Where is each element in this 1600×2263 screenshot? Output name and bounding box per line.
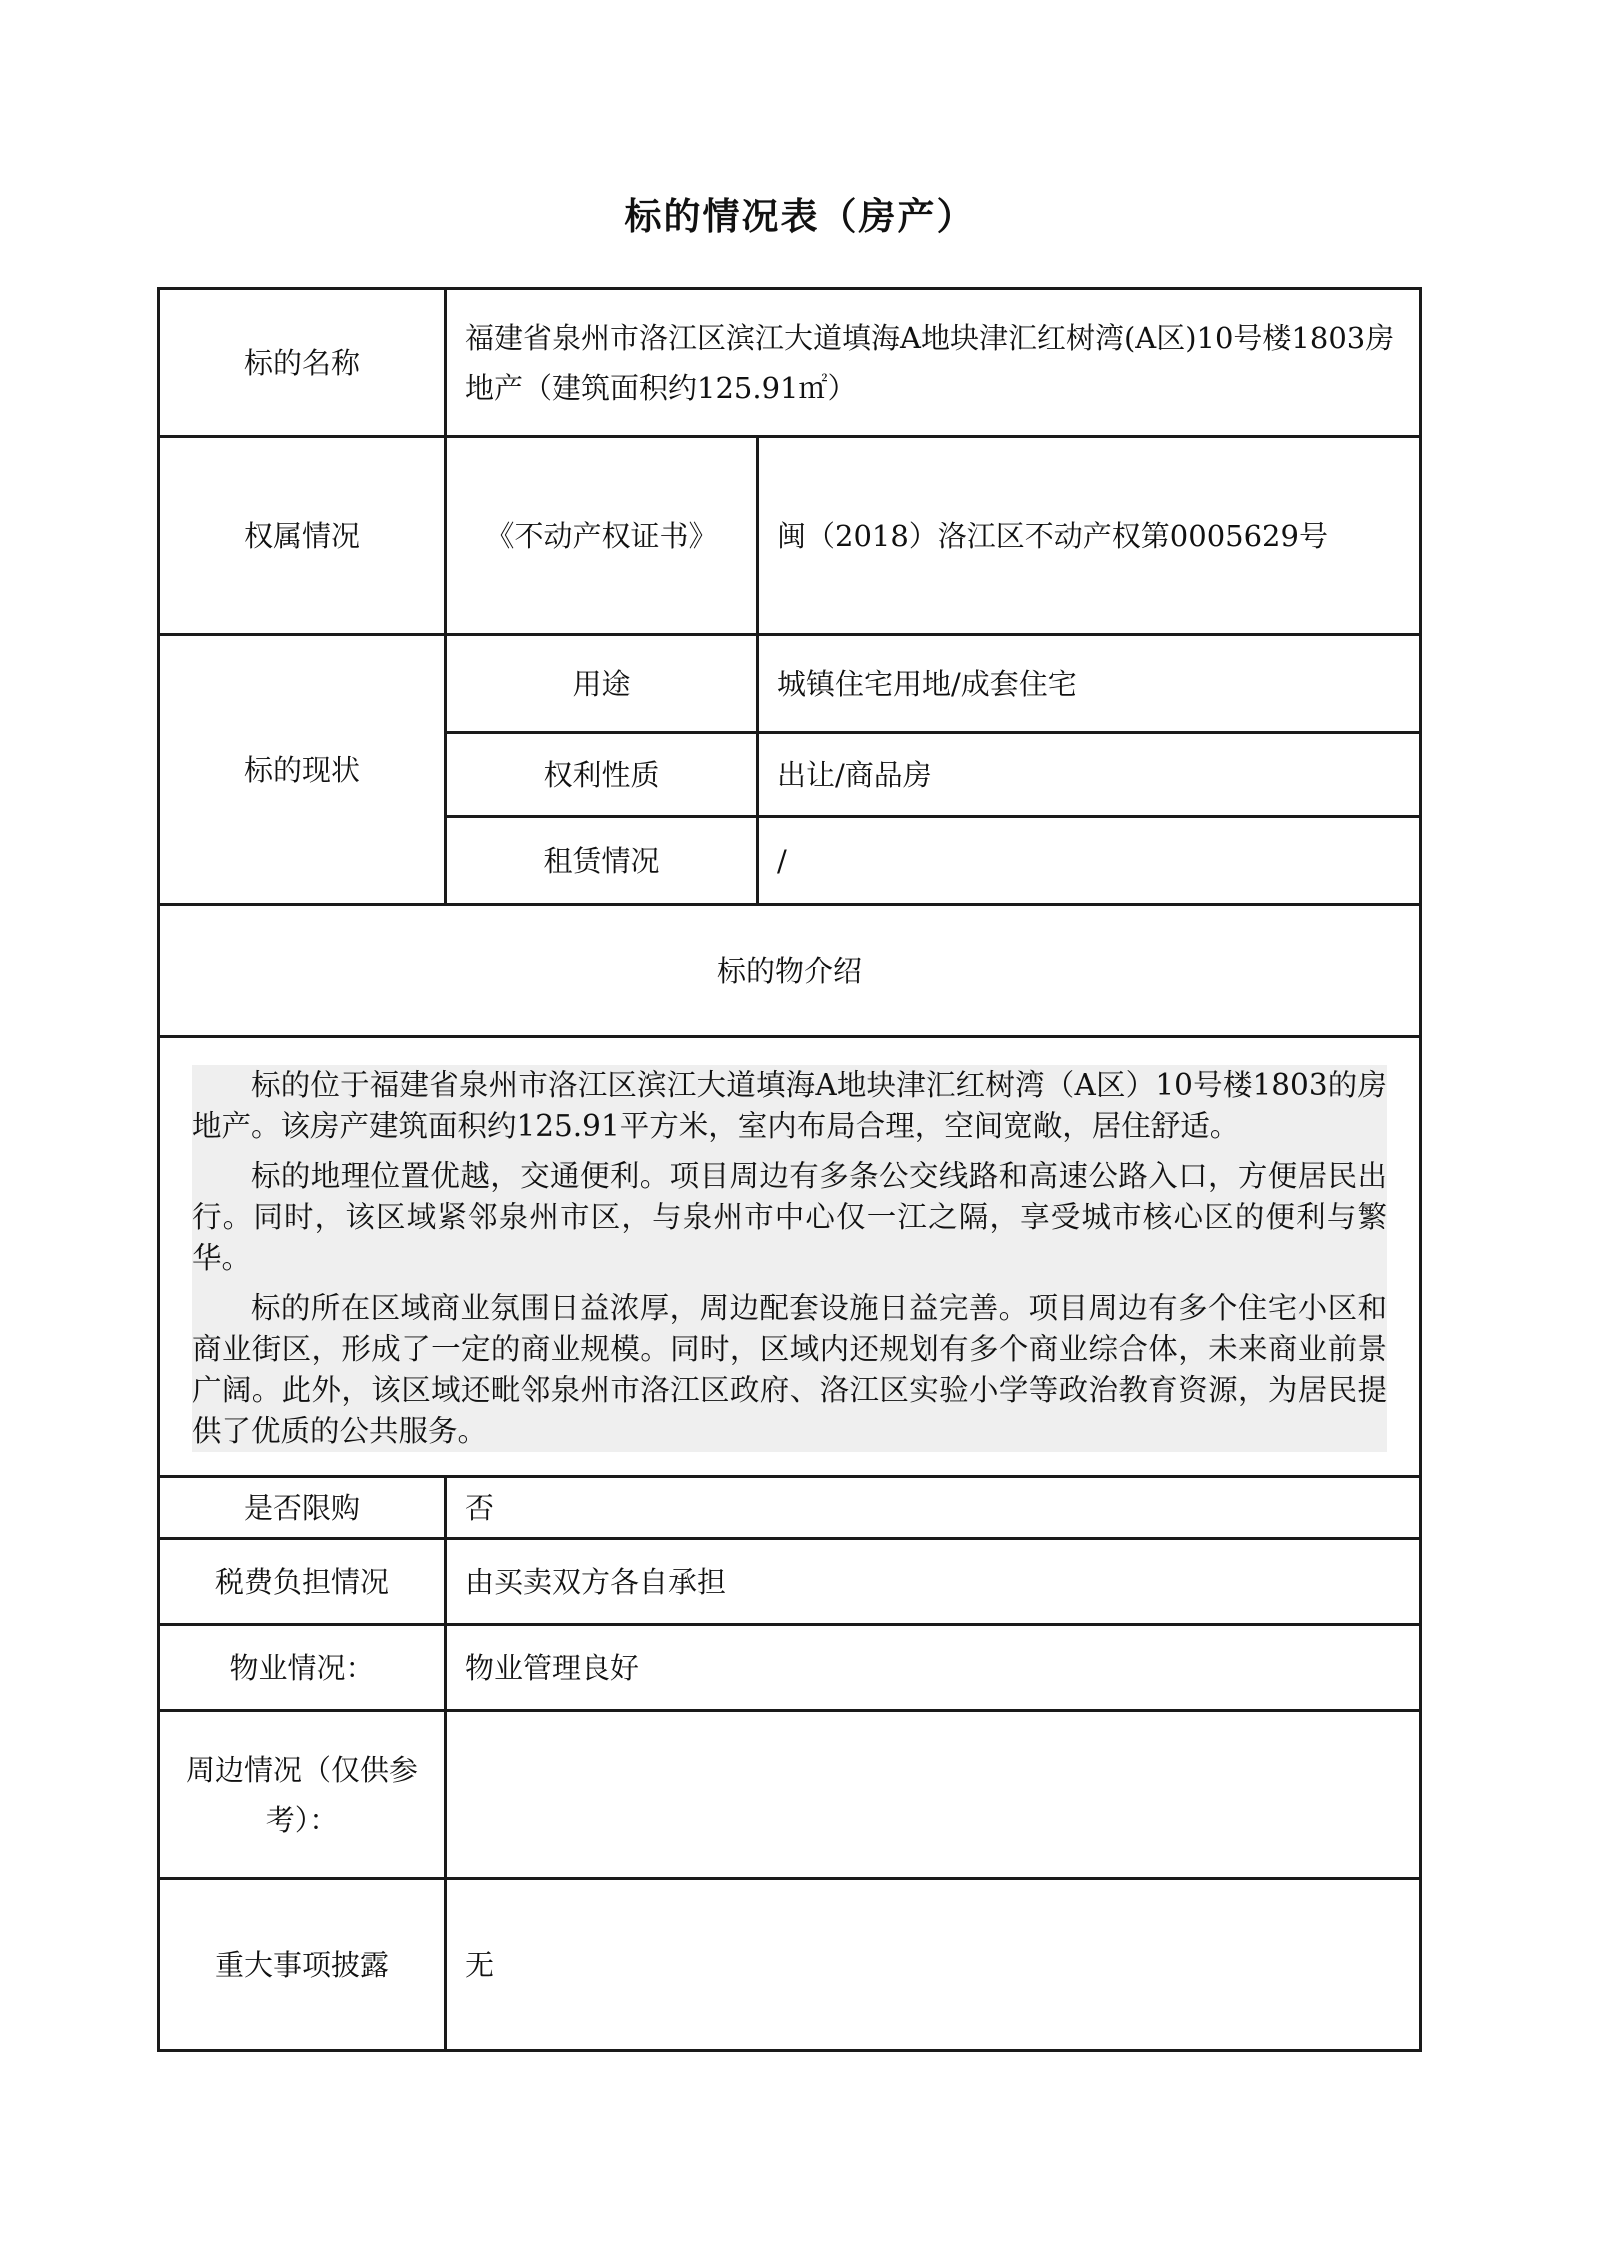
purchase-limit-label: 是否限购 <box>159 1477 446 1539</box>
status-row-value: 出让/商品房 <box>758 733 1421 817</box>
ownership-label: 权属情况 <box>159 437 446 635</box>
purchase-limit-value: 否 <box>446 1477 1421 1539</box>
table-row-surroundings <box>159 1711 1421 1879</box>
tax-value: 由买卖双方各自承担 <box>446 1539 1421 1625</box>
disclosure-value: 无 <box>446 1879 1421 2051</box>
name-label: 标的名称 <box>159 289 446 437</box>
table-row-property-mgmt <box>159 1625 1421 1711</box>
table-row-purchase-limit <box>159 1477 1421 1539</box>
disclosure-label: 重大事项披露 <box>159 1879 446 2051</box>
status-row-value: / <box>758 817 1421 905</box>
table-row-disclosure <box>159 1879 1421 2051</box>
tax-label: 税费负担情况 <box>159 1539 446 1625</box>
table-row-ownership <box>159 437 1421 635</box>
property-mgmt-value: 物业管理良好 <box>446 1625 1421 1711</box>
property-info-table <box>157 287 1422 2052</box>
property-mgmt-label: 物业情况： <box>159 1625 446 1711</box>
status-row-label: 权利性质 <box>446 733 758 817</box>
intro-header: 标的物介绍 <box>159 905 1421 1037</box>
status-label: 标的现状 <box>159 635 446 905</box>
intro-paragraph: 标的地理位置优越，交通便利。项目周边有多条公交线路和高速公路入口，方便居民出行。同时，该区域紧邻泉州市区，与泉州市中心仅一江之隔，享受城市核心区的便利与繁华。 <box>192 1159 1388 1275</box>
intro-text <box>192 1065 1387 1452</box>
table-row-intro-body <box>159 1037 1421 1477</box>
surroundings-label: 周边情况（仅供参考）： <box>159 1711 446 1879</box>
page-title: 标的情况表（房产） <box>624 195 976 238</box>
surroundings-value <box>446 1711 1421 1879</box>
ownership-doc-type: 《不动产权证书》 <box>446 437 758 635</box>
status-row-label: 用途 <box>446 635 758 733</box>
status-row-value: 城镇住宅用地/成套住宅 <box>758 635 1421 733</box>
intro-paragraph: 标的位于福建省泉州市洛江区滨江大道填海A地块津汇红树湾（A区）10号楼1803的房地产。该房产建筑面积约125.91平方米，室内布局合理，空间宽敞，居住舒适。 <box>192 1068 1388 1143</box>
ownership-doc-number: 闽（2018）洛江区不动产权第0005629号 <box>758 437 1421 635</box>
table-row-status-usage <box>159 635 1421 733</box>
intro-body <box>159 1037 1421 1477</box>
table-row-tax <box>159 1539 1421 1625</box>
status-row-label: 租赁情况 <box>446 817 758 905</box>
table-row-name <box>159 289 1421 437</box>
table-row-intro-header <box>159 905 1421 1037</box>
name-value: 福建省泉州市洛江区滨江大道填海A地块津汇红树湾(A区)10号楼1803房地产（建筑面积约125.91㎡） <box>446 289 1421 437</box>
intro-paragraph: 标的所在区域商业氛围日益浓厚，周边配套设施日益完善。项目周边有多个住宅小区和商业街区，形成了一定的商业规模。同时，区域内还规划有多个商业综合体，未来商业前景广阔。此外，该区域还毗邻泉州市洛江区政府、洛江区实验小学等政治教育资源，为居民提供了优质的公共服务。 <box>192 1291 1388 1448</box>
